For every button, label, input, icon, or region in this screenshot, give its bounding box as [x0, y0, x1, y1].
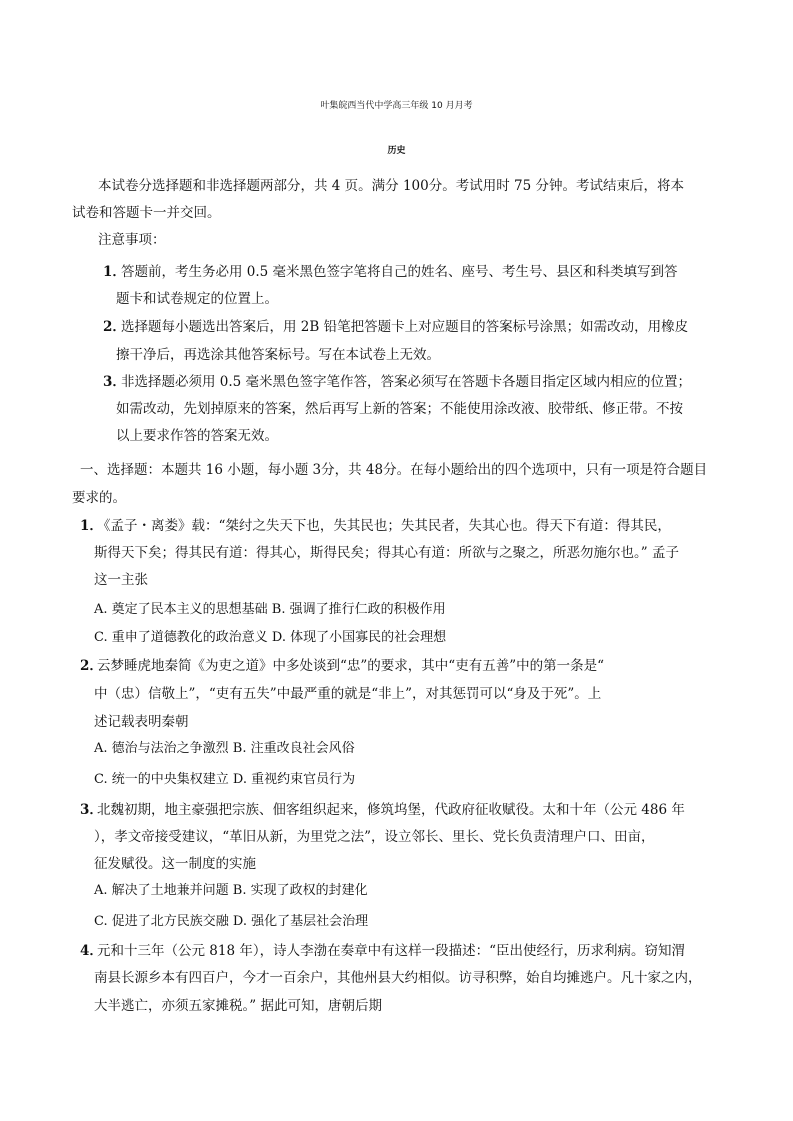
notice-3-line-1: 非选择题必须用 0.5 毫米黑色签字笔作答，答案必须写在答题卡各题目指定区域内相应的位置； — [121, 374, 692, 390]
notice-1-line-1: 答题前，考生务必用 0.5 毫米黑色签字笔将自己的姓名、座号、考生号、县区和科类填写到答 — [121, 264, 678, 280]
question-3-line-3: 征发赋役。这一制度的实施 — [94, 856, 256, 872]
question-1-number: 1． — [80, 518, 103, 534]
question-3-line-1: 北魏初期，地主豪强把宗族、佃客组织起来，修筑坞堡，代政府征收赋役。太和十年（公元 486 年 — [97, 802, 685, 818]
notice-2-line-1: 选择题每小题选出答案后，用 2B 铅笔把答题卡上对应题目的答案标号涂黑；如需改动，用橡皮 — [121, 319, 689, 335]
question-1-options-ab[interactable]: A. 奠定了民本主义的思想基础 B. 强调了推行仁政的积极作用 — [94, 602, 446, 617]
question-1-options-cd[interactable]: C. 重申了道德教化的政治意义 D. 体现了小国寡民的社会理想 — [94, 630, 447, 645]
notice-heading: 注意事项： — [98, 232, 166, 248]
question-4-line-2: 南县长源乡本有四百户，今才一百余户，其他州县大约相似。访寻积弊，始自均摊逃户。凡十家之内， — [94, 970, 702, 986]
question-2-line-3: 述记载表明秦朝 — [94, 714, 189, 730]
question-2-number: 2． — [80, 658, 103, 674]
exam-title: 叶集皖西当代中学高三年级 10 月月考 — [320, 101, 473, 111]
question-3-line-2: ），孝文帝接受建议，“革旧从新，为里党之法”，设立邻长、里长、党长负责清理户口、田亩， — [94, 829, 655, 845]
intro-line-1: 本试卷分选择题和非选择题两部分，共 4 页。满分 100分。考试用时 75 分钟。考试结束后，将本 — [98, 178, 684, 194]
notice-3-line-2: 如需改动，先划掉原来的答案，然后再写上新的答案；不能使用涂改液、胶带纸、修正带。不按 — [116, 401, 683, 417]
question-4-number: 4． — [80, 943, 103, 959]
intro-line-2: 试卷和答题卡一并交回。 — [72, 205, 221, 221]
question-2-options-ab[interactable]: A. 德治与法治之争激烈 B. 注重改良社会风俗 — [94, 741, 355, 756]
question-3-options-cd[interactable]: C. 促进了北方民族交融 D. 强化了基层社会治理 — [94, 914, 369, 929]
notice-1-line-2: 题卡和试卷规定的位置上。 — [116, 291, 278, 307]
notice-2-number: 2． — [103, 319, 126, 335]
notice-2-line-2: 擦干净后，再选涂其他答案标号。写在本试卷上无效。 — [116, 347, 440, 363]
question-4-line-1: 元和十三年（公元 818 年），诗人李渤在奏章中有这样一段描述：“臣出使经行，历求利病。窃知渭 — [97, 943, 686, 959]
question-1-line-2: 斯得天下矣；得其民有道：得其心，斯得民矣；得其心有道：所欲与之聚之，所恶勿施尔也。” 孟子 — [94, 545, 679, 561]
question-3-number: 3． — [80, 802, 103, 818]
question-3-options-ab[interactable]: A. 解决了土地兼并问题 B. 实现了政权的封建化 — [94, 883, 368, 898]
question-2-line-2: 中（忠）信敬上”，“吏有五失”中最严重的就是“非上”，对其惩罚可以“身及于死”。上 — [94, 686, 602, 702]
notice-3-line-3: 以上要求作答的答案无效。 — [116, 428, 278, 444]
question-1-line-1: 《孟子・离娄》载：“桀纣之失天下也，失其民也；失其民者，失其心也。得天下有道：得其民， — [97, 518, 671, 534]
notice-1-number: 1． — [103, 264, 126, 280]
question-2-line-1: 云梦睡虎地秦简《为吏之道》中多处谈到“忠”的要求，其中“吏有五善”中的第一条是“ — [97, 658, 605, 674]
section-heading-line-2: 要求的。 — [72, 490, 126, 506]
section-heading-line-1: 一、选择题：本题共 16 小题，每小题 3分，共 48分。在每小题给出的四个选项中，只有一项是符合题目 — [80, 462, 708, 478]
question-2-options-cd[interactable]: C. 统一的中央集权建立 D. 重视约束官员行为 — [94, 772, 356, 787]
notice-3-number: 3． — [103, 374, 126, 390]
question-1-line-3: 这一主张 — [94, 572, 148, 588]
subject-title: 历史 — [387, 146, 406, 156]
question-4-line-3: 大半逃亡，亦须五家摊税。” 据此可知，唐朝后期 — [94, 998, 382, 1014]
